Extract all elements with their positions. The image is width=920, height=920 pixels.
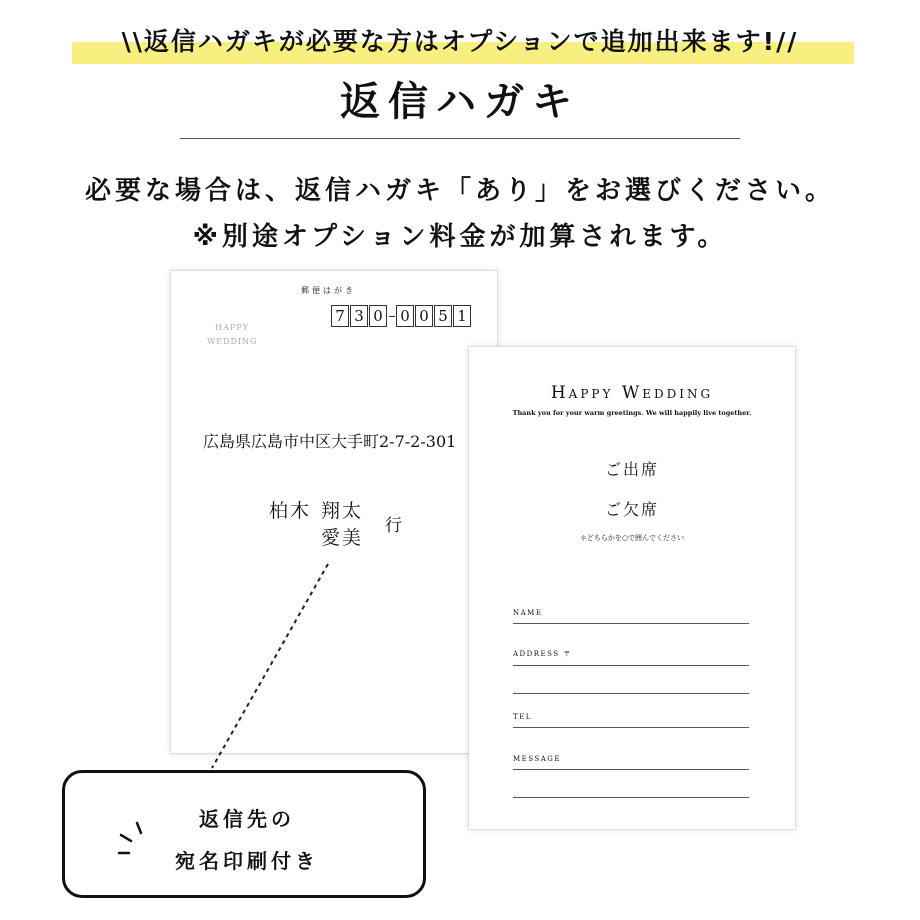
zip-digit: 0 bbox=[369, 305, 387, 327]
address-field-label: ADDRESS 〒 bbox=[513, 650, 572, 658]
lead-text-line2: ※別途オプション料金が加算されます。 bbox=[192, 222, 728, 252]
postcard-address-side bbox=[170, 270, 498, 754]
banner-text: \\返信ハガキが必要な方はオプションで追加出来ます!// bbox=[121, 27, 799, 56]
postal-code-boxes bbox=[331, 305, 472, 327]
title-divider bbox=[180, 138, 740, 139]
recipient-address: 広島県広島市中区大手町2-7-2-301 bbox=[203, 432, 457, 451]
zip-digit: 0 bbox=[415, 305, 433, 327]
promo-banner bbox=[0, 14, 920, 68]
message-field-label: MESSAGE bbox=[513, 755, 562, 763]
recipient-family-name: 柏木 bbox=[269, 500, 312, 522]
address-field-line bbox=[513, 665, 749, 666]
postcard-label: 郵便はがき bbox=[301, 286, 356, 295]
name-field-label: NAME bbox=[513, 609, 543, 617]
message-field-line bbox=[513, 769, 749, 770]
lead-text-line1: 必要な場合は、返信ハガキ「あり」をお選びください。 bbox=[84, 176, 835, 206]
name-field-line bbox=[513, 623, 749, 624]
absent-option: ご欠席 bbox=[604, 500, 659, 519]
recipient-given-name-2: 愛美 bbox=[321, 527, 364, 549]
reply-card-title-text: Happy Wedding bbox=[550, 383, 714, 403]
callout-line2: 宛名印刷付き bbox=[175, 849, 319, 873]
zip-digit: 0 bbox=[396, 305, 414, 327]
tel-field-label: TEL bbox=[513, 713, 532, 721]
page-title: 返信ハガキ bbox=[340, 79, 580, 125]
address-print-callout bbox=[62, 770, 426, 898]
zip-separator bbox=[389, 316, 395, 317]
address-field-line bbox=[513, 693, 749, 694]
attend-option: ご出席 bbox=[604, 460, 659, 479]
reply-card-title bbox=[469, 383, 795, 403]
recipient-given-name-1: 翔太 bbox=[321, 500, 364, 522]
zip-digit: 5 bbox=[434, 305, 452, 327]
reply-card bbox=[468, 346, 796, 830]
zip-digit: 7 bbox=[331, 305, 349, 327]
postcard-logo: HAPPY WEDDING bbox=[207, 323, 258, 346]
recipient-suffix: 行 bbox=[385, 516, 402, 536]
zip-digit: 1 bbox=[453, 305, 471, 327]
tel-field-line bbox=[513, 727, 749, 728]
zip-digit: 3 bbox=[350, 305, 368, 327]
circle-instruction: ＊どちらかを○で囲んでください bbox=[579, 534, 685, 542]
message-field-line bbox=[513, 797, 749, 798]
callout-line1: 返信先の bbox=[199, 807, 295, 831]
reply-card-subtitle: Thank you for your warm greetings. We will happily live together. bbox=[512, 409, 752, 417]
